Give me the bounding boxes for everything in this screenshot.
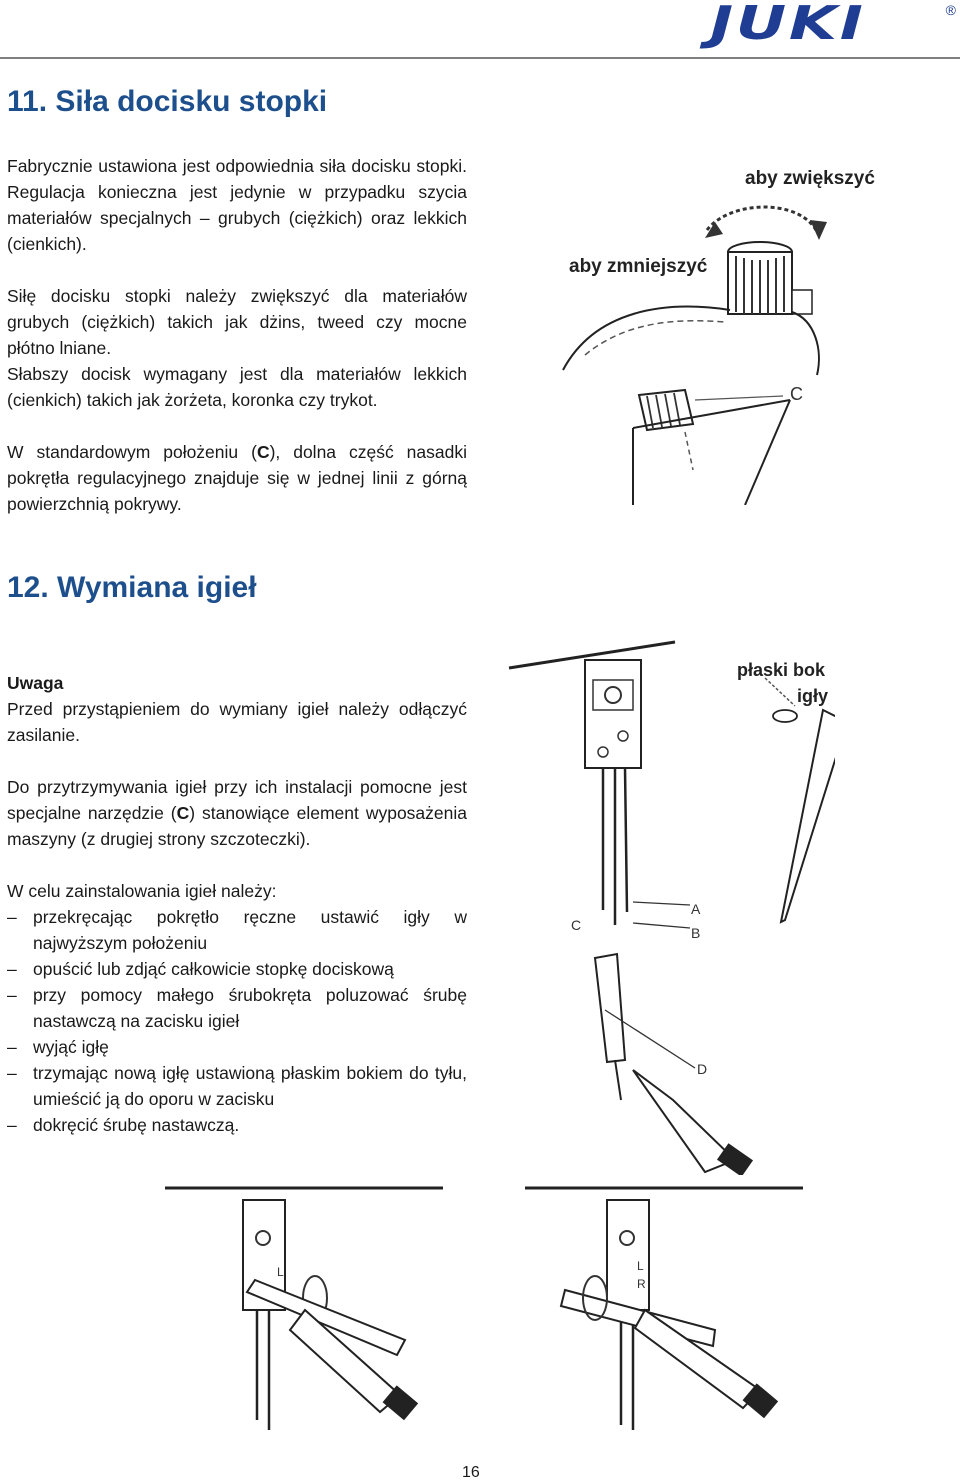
section-11-title: 11. Siła docisku stopki [7, 85, 328, 118]
section-12-text [7, 670, 467, 1138]
needle-change-left-figure [165, 1180, 445, 1450]
list-item: – przy pomocy małego śrubokręta poluzować śrubę nastawczą na zacisku igieł [7, 982, 467, 1034]
header-rule [0, 57, 960, 59]
steps-intro: W celu zainstalowania igieł należy: [7, 881, 277, 901]
label-r-right: R [637, 1277, 646, 1291]
note-title: Uwaga [7, 673, 64, 693]
s11-paragraph-4: W standardowym położeniu (C), dolna część nasadki pokrętła regulacyjnego znajduje się w jednej linii z górną powierzchnią pokrywy. [7, 442, 467, 514]
label-l-left: L [277, 1265, 284, 1279]
section-11-text [7, 153, 467, 517]
label-flat-side: płaski bok [737, 660, 826, 680]
list-item: – opuścić lub zdjąć całkowicie stopkę dociskową [7, 956, 467, 982]
registered-mark: ® [945, 2, 956, 18]
label-a-clamp: A [691, 901, 701, 917]
label-b-clamp: B [691, 925, 701, 941]
needle-clamp-figure [505, 640, 835, 950]
s11-paragraph-3: Słabszy docisk wymagany jest dla materiałów lekkich (cienkich) takich jak żorżeta, koronka czy trykot. [7, 364, 467, 410]
list-item: – przekręcając pokrętło ręczne ustawić igły w najwyższym położeniu [7, 904, 467, 956]
list-item: – dokręcić śrubę nastawczą. [7, 1112, 467, 1138]
label-c-knob: C [790, 384, 803, 404]
tool-insertion-figure [555, 950, 775, 1175]
label-needle: igły [797, 686, 829, 706]
label-d-tool: D [697, 1061, 708, 1077]
s11-paragraph-1: Fabrycznie ustawiona jest odpowiednia siła docisku stopki. Regulacja konieczna jest jedynie w przypadku szycia materiałów specjalnych – grubych (ciężkich) oraz lekkich (cienkich). [7, 156, 467, 254]
section-12-title: 12. Wymiana igieł [7, 571, 257, 604]
label-decrease: aby zmniejszyć [569, 256, 708, 277]
s11-paragraph-2: Siłę docisku stopki należy zwiększyć dla materiałów grubych (ciężkich) takich jak dżins, tweed czy mocne płótno lniane. [7, 286, 467, 358]
label-c-clamp: C [571, 917, 582, 933]
s12-paragraph-1: Do przytrzymywania igieł przy ich instalacji pomocne jest specjalne narzędzie (C) stanowiące element wyposażenia maszyny (z drugiej strony szczoteczki). [7, 777, 467, 849]
logo-wordmark: JUKI [710, 0, 866, 50]
presser-knob-figure [555, 160, 900, 505]
label-l-right: L [637, 1259, 644, 1273]
list-item: – wyjąć igłę [7, 1034, 467, 1060]
page-number: 16 [462, 1464, 480, 1481]
list-item: – trzymając nową igłę ustawioną płaskim bokiem do tyłu, umieścić ją do oporu w zacisku [7, 1060, 467, 1112]
note-text: Przed przystąpieniem do wymiany igieł należy odłączyć zasilanie. [7, 699, 467, 745]
steps-list [7, 904, 467, 1138]
needle-change-right-figure [525, 1180, 805, 1450]
juki-logo [710, 0, 958, 50]
label-increase: aby zwiększyć [745, 168, 875, 189]
